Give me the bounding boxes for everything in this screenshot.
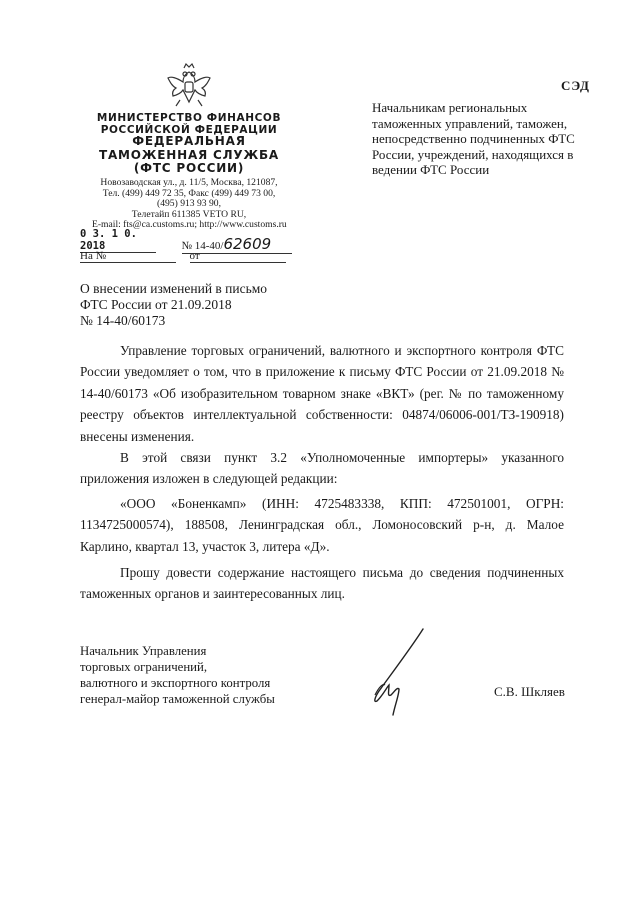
paragraph: В этой связи пункт 3.2 «Уполномоченные импортеры» указанного приложения изложен в следующей редакции: xyxy=(80,450,564,487)
ministry-line: МИНИСТЕРСТВО ФИНАНСОВ xyxy=(96,112,282,124)
title-line: торговых ограничений, xyxy=(80,660,208,674)
paragraph: Прошу довести содержание настоящего письма до сведения подчиненных таможенных органов и заинтересованных лиц. xyxy=(80,565,564,602)
email-line: E-mail: fts@ca.customs.ru; http://www.customs.ru xyxy=(92,219,287,231)
title-line: валютного и экспортного контроля xyxy=(80,676,271,690)
handwritten-signature xyxy=(365,625,435,720)
reference-label: На № xyxy=(80,250,176,263)
service-line: (ФТС РОССИИ) xyxy=(133,161,245,175)
registration-row xyxy=(80,228,292,253)
contact-line: Новозаводская ул., д. 11/5, Москва, 121087, xyxy=(100,177,278,188)
service-name xyxy=(92,135,286,176)
number-handwritten: 62609 xyxy=(223,235,272,253)
subject-text: № 14-40/60173 xyxy=(80,313,166,328)
from-label: от xyxy=(190,250,286,263)
contact-line: Тел. (499) 449 72 35, Факс (499) 449 73 00, xyxy=(102,187,276,199)
contact-block xyxy=(84,178,294,231)
ministry-name xyxy=(92,112,286,136)
registration-date: 0 3. 1 0. 2018 xyxy=(80,228,156,253)
paragraph: Управление торговых ограничений, валютного и экспортного контроля ФТС России уведомляет о том, что в приложение к письму ФТС России от 21.09.2018 № 14-40/60173 «Об изобразительном товарном знаке «ВКТ» (рег. № по таможенному реестру объектов интеллектуальной собственности: 04874/06006-001/ТЗ-190918) внесены изменения. xyxy=(80,343,564,444)
contact-line: Телетайп 611385 VETO RU, xyxy=(131,208,247,220)
paragraph: «ООО «Боненкамп» (ИНН: 4725483338, КПП: 472501001, ОГРН: 1134725000574), 188508, Ленинградская обл., Ломоносовский р-н, д. Малое Карлино, квартал 13, участок 3, литера «Д». xyxy=(80,495,564,554)
service-line: ФЕДЕРАЛЬНАЯ xyxy=(132,134,246,148)
addressee: Начальникам региональных таможенных управлений, таможен, непосредственно подчиненных ФТС России, учреждений, находящихся в ведении ФТС России xyxy=(372,100,575,177)
subject-text: О внесении изменений в письмо xyxy=(80,281,268,296)
service-line: ТАМОЖЕННАЯ СЛУЖБА xyxy=(98,147,280,162)
subject-text: ФТС России от 21.09.2018 xyxy=(80,297,232,312)
ministry-line: РОССИЙСКОЙ ФЕДЕРАЦИИ xyxy=(100,124,278,136)
title-line: Начальник Управления xyxy=(80,644,207,658)
sed-mark: СЭД xyxy=(560,78,590,93)
number-prefix: № 14-40/ xyxy=(181,240,224,252)
subject-line xyxy=(80,281,340,329)
title-line: генерал-майор таможенной службы xyxy=(80,692,275,706)
signatory-name: С.В. Шкляев xyxy=(494,684,565,699)
reference-row xyxy=(80,250,286,266)
letter-body xyxy=(80,340,564,605)
coat-of-arms-emblem xyxy=(166,62,212,110)
signatory-title xyxy=(80,643,275,707)
contact-line: (495) 913 93 90, xyxy=(157,198,221,210)
